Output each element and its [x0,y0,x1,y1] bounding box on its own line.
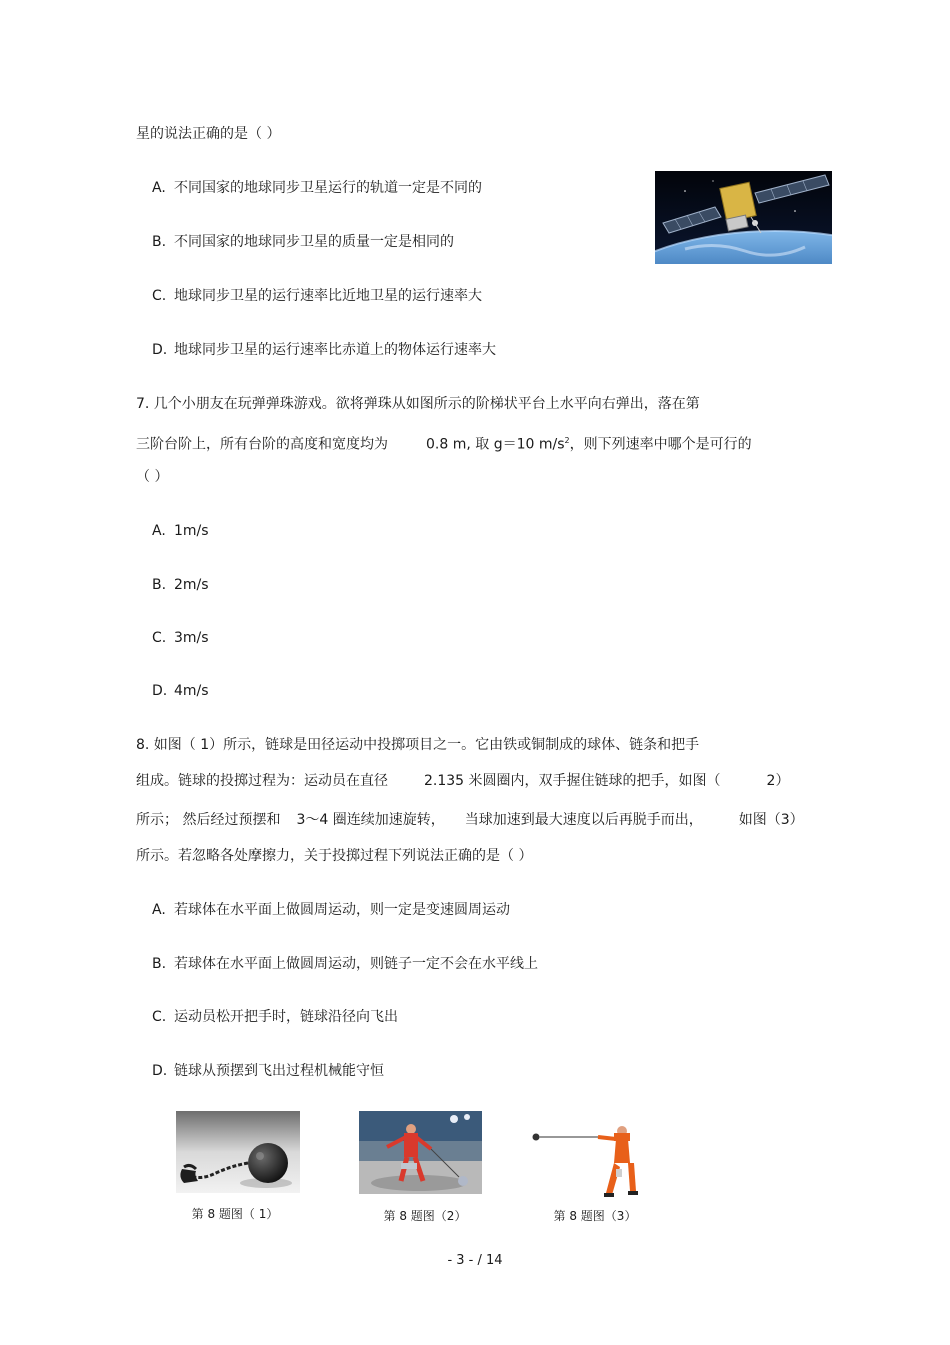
thrower-stadium-image [359,1111,482,1194]
option-text: 地球同步卫星的运行速率比近地卫星的运行速率大 [174,288,482,304]
option-text: 不同国家的地球同步卫星运行的轨道一定是不同的 [174,180,482,196]
q6-option-a [152,178,482,198]
option-text: 运动员松开把手时，链球沿径向飞出 [174,1009,398,1025]
q8-stem-text: 当球加速到最大速度以后再脱手而出， [464,812,703,828]
q6-option-d [152,340,496,360]
q8-option-c [152,1007,398,1027]
q7-stem-text-end: ，则下列速率中哪个是可行的 [569,436,752,453]
satellite-illustration [655,171,832,264]
q8-stem-text: 2） [766,773,790,789]
option-text: 若球体在水平面上做圆周运动，则一定是变速圆周运动 [174,902,510,918]
figure-caption-3: 第 8 题图（3） [553,1209,637,1223]
q7-exponent: 2 [564,436,570,445]
option-letter: C. [152,1009,167,1025]
q7-option-a [152,521,209,541]
q7-stem-line2 [136,431,752,455]
q7-stem-values: 0.8 m, 取 g＝10 m/s [426,436,565,453]
option-text: 地球同步卫星的运行速率比赤道上的物体运行速率大 [174,342,496,358]
q8-option-b [152,954,538,974]
q8-stem-text: 所示； 然后经过预摆和 [136,812,281,828]
q8-option-a [152,900,510,920]
q8-stem-line2 [136,771,789,791]
option-letter: B. [152,956,167,972]
option-text: 链球从预摆到飞出过程机械能守恒 [174,1063,384,1079]
q7-option-b [152,575,209,595]
q7-stem-line3: （ ） [136,469,169,485]
q6-option-c [152,286,482,306]
q8-option-d [152,1061,384,1081]
option-letter: C. [152,630,167,646]
q7-option-c [152,628,209,648]
q8-stem-line3 [136,810,804,830]
thrower-release-illustration [530,1119,648,1199]
figure-caption-2: 第 8 题图（2） [383,1209,467,1223]
q7-stem-text: 三阶台阶上，所有台阶的高度和宽度均为 [136,436,388,453]
q8-stem-text: 3～4 圈连续加速旋转， [296,812,445,828]
option-letter: D. [152,683,168,699]
thrower-release-image [530,1119,648,1199]
q6-option-b [152,232,454,252]
q8-stem-text: 组成。链球的投掷过程为：运动员在直径 [136,773,388,789]
option-text: 3m/s [174,630,209,646]
q8-stem-line4: 所示。若忽略各处摩擦力，关于投掷过程下列说法正确的是（ ） [136,848,533,864]
option-letter: D. [152,1063,168,1079]
q6-stem-tail: 星的说法正确的是（ ） [136,126,281,142]
option-text: 2m/s [174,577,209,593]
option-letter: D. [152,342,168,358]
option-letter: B. [152,234,167,250]
q7-option-d [152,681,209,701]
option-text: 1m/s [174,523,209,539]
q8-stem-text: 2.135 米圆圈内，双手握住链球的把手，如图（ [424,773,721,789]
option-letter: C. [152,288,167,304]
hammer-illustration [176,1111,300,1193]
hammer-image [176,1111,300,1193]
option-letter: A. [152,523,166,539]
figure-caption-1: 第 8 题图（ 1） [191,1207,279,1221]
option-letter: A. [152,180,166,196]
page-number: - 3 - / 14 [447,1253,503,1268]
q8-stem-text: 如图（3） [738,812,804,828]
q7-stem-line1: 7. 几个小朋友在玩弹弹珠游戏。欲将弹珠从如图所示的阶梯状平台上水平向右弹出，落在第 [136,396,700,412]
option-text: 4m/s [174,683,209,699]
option-letter: B. [152,577,167,593]
option-text: 若球体在水平面上做圆周运动，则链子一定不会在水平线上 [174,956,538,972]
option-text: 不同国家的地球同步卫星的质量一定是相同的 [174,234,454,250]
thrower-stadium-illustration [359,1111,482,1194]
satellite-image [655,171,832,264]
q8-stem-line1: 8. 如图（ 1）所示，链球是田径运动中投掷项目之一。它由铁或铜制成的球体、链条和把手 [136,737,700,753]
option-letter: A. [152,902,166,918]
